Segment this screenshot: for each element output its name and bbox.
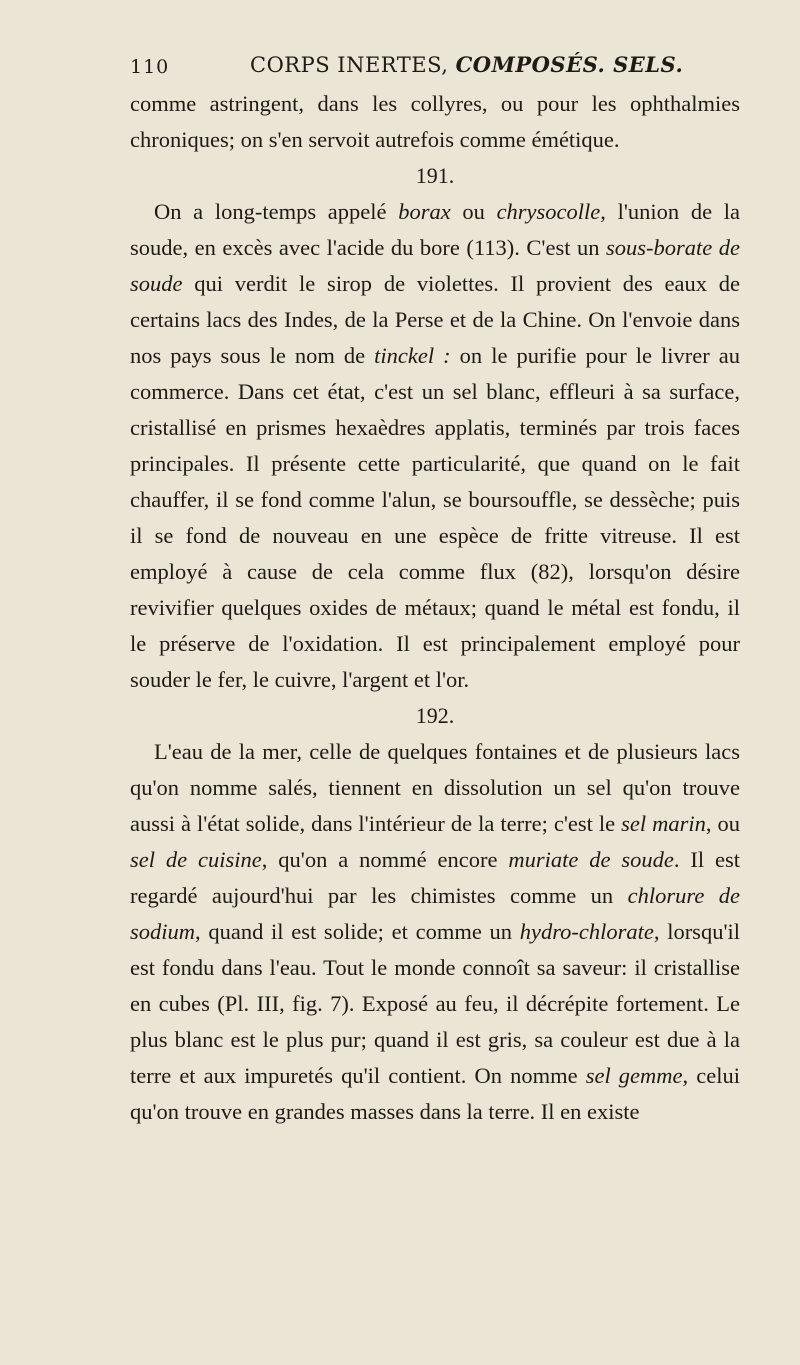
italic-term: sous-borate de soude: [130, 235, 740, 296]
running-head: [250, 52, 683, 77]
running-head-plain: CORPS INERTES,: [250, 53, 456, 77]
running-head-italic: COMPOSÉS. SELS.: [455, 52, 684, 77]
section-number-192: 192.: [415, 703, 455, 728]
page-header: [130, 52, 730, 86]
italic-term: chrysocolle: [496, 199, 601, 224]
text-run: , lorsqu'il est fondu dans l'eau. Tout le monde connoît sa saveur: il cristallise en cubes (Pl. III, fig. 7). Exposé au feu, il décrépite fortement. Le plus blanc est le plus pur; quand il est gris, sa couleur est due à la terre et aux impuretés qu'il contient. On nomme: [130, 919, 740, 1088]
text-run: on le purifie pour le livrer au commerce. Dans cet état, c'est un sel blanc, effleuri à sa surface, cristallisé en prismes hexaèdres applatis, terminés par trois faces principales. Il présente cette particularité, que quand on le fait chauffer, il se fond comme l'alun, se boursouffle, se dessèche; puis il se fond de nouveau en une espèce de fritte vitreuse. Il est employé à cause de cela comme flux (82), lorsqu'on désire revivifier quelques oxides de métaux; quand le métal est fondu, il le préserve de l'oxidation. Il est principalement employé pour souder le fer, le cuivre, l'argent et l'or.: [130, 343, 740, 692]
text-run: , ou: [705, 811, 741, 836]
text-run: qui verdit le sirop de violettes. Il provient des eaux de certains lacs des Indes, de la Perse et de la Chine. On l'envoie dans nos pays sous le nom de: [130, 271, 740, 368]
page-body: [130, 86, 740, 1130]
italic-term: chlorure de sodium: [130, 883, 741, 944]
continuation-paragraph: comme astringent, dans les collyres, ou pour les ophthalmies chroniques; on s'en servoit autrefois comme émétique.: [130, 91, 740, 152]
section-number-191: 191.: [415, 163, 455, 188]
text-run: , celui qu'on trouve en grandes masses dans la terre. Il en existe: [130, 1063, 740, 1124]
italic-term: hydro-chlorate: [519, 919, 654, 944]
paragraph-sel-marin: [130, 734, 740, 1130]
italic-term: borax: [398, 199, 451, 224]
text-run: L'eau de la mer, celle de quelques fontaines et de plusieurs lacs qu'on nomme salés, tiennent en dissolution un sel qu'on trouve aussi à l'état solide, dans l'intérieur de la terre; c'est le: [130, 739, 740, 836]
italic-term: sel de cuisine: [130, 847, 262, 872]
text-run: , quand il est solide; et comme un: [195, 919, 520, 944]
italic-term: sel marin: [621, 811, 706, 836]
text-run: On a long-temps appelé: [154, 199, 399, 224]
italic-term: sel gemme: [585, 1063, 683, 1088]
text-run: , l'union de la soude, en excès avec l'acide du bore (113). C'est un: [130, 199, 740, 260]
text-run: , qu'on a nommé encore: [261, 847, 509, 872]
text-run: ou: [450, 199, 497, 224]
paragraph-borax: [130, 194, 740, 698]
italic-term: muriate de soude: [508, 847, 674, 872]
text-run: . Il est regardé aujourd'hui par les chimistes comme un: [130, 847, 740, 908]
italic-term: tinckel :: [374, 343, 451, 368]
page-number: 110: [130, 56, 170, 78]
